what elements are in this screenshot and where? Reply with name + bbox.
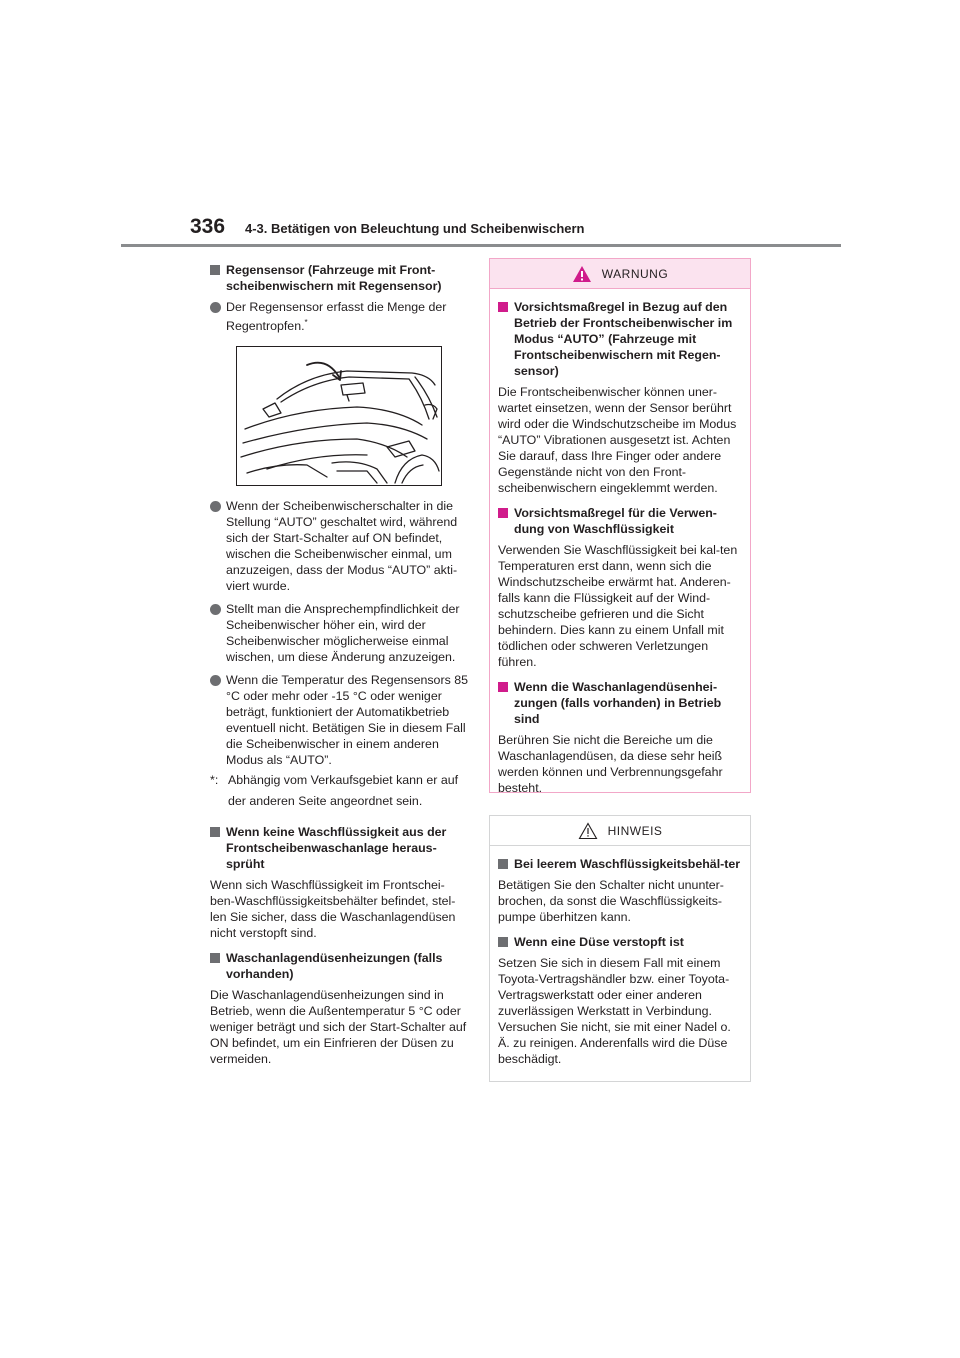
left-column <box>210 262 468 1076</box>
warning-heading: Vorsichtsmaßregel in Bezug auf den Betrieb der Frontscheibenwischer im Modus “AUTO” (Fahrzeuge mit Frontscheibenwischern mit Regen-sensor) <box>498 299 742 379</box>
note-header <box>490 816 750 846</box>
square-bullet-icon <box>210 265 220 275</box>
square-bullet-icon <box>498 682 508 692</box>
square-bullet-icon <box>210 827 220 837</box>
warning-text: Verwenden Sie Waschflüssigkeit bei kal-ten Temperaturen erst dann, wenn sich die Windschutzscheibe erwärmt hat. Anderen-falls kann die Flüssigkeit auf der Wind-schutzscheibe gefrieren und die Sicht behindern. Dies kann zu einem Unfall mit tödlichen oder schweren Verletzungen führen. <box>498 543 738 669</box>
warning-text: Die Frontscheibenwischer können uner-wartet einsetzen, wenn der Sensor berührt wird oder die Windschutzscheibe im Modus “AUTO” Vibrationen ausgesetzt ist. Achten Sie darauf, dass Ihre Finger oder andere Gegenstände nicht von den Front-scheibenwischern eingeklemmt werden. <box>498 385 737 495</box>
note-text: Betätigen Sie den Schalter nicht ununter-brochen, da sonst die Waschflüssigkeits-pumpe überhitzen kann. <box>498 878 724 924</box>
list-item: Wenn die Temperatur des Regensensors 85 °C oder mehr oder -15 °C oder weniger beträgt, funktioniert der Automatikbetrieb eventuell nicht. Betätigen Sie in diesem Fall die Scheibenwischer in einem anderen Modus als “AUTO”. <box>210 672 468 768</box>
caution-triangle-icon <box>578 822 598 840</box>
warning-header <box>490 259 750 289</box>
windshield-rain-sensor-illustration <box>236 346 442 486</box>
note-box <box>489 815 751 1082</box>
warning-heading: Wenn die Waschanlagendüsenhei-zungen (falls vorhanden) in Betrieb sind <box>498 679 742 727</box>
circle-bullet-icon <box>210 675 221 686</box>
section-title: 4-3. Betätigen von Beleuchtung und Scheibenwischern <box>245 221 585 236</box>
header-rule <box>121 244 841 247</box>
right-column <box>489 258 751 1082</box>
footnote: *: Abhängig vom Verkaufsgebiet kann er auf der anderen Seite angeordnet sein. <box>210 773 459 809</box>
no-fluid-text: Wenn sich Waschflüssigkeit im Frontschei-ben-Waschflüssigkeitsbehälter befindet, stel-len Sie sicher, dass die Waschanlagendüsen nicht verstopft sind. <box>210 878 456 941</box>
rain-sensor-heading: Regensensor (Fahrzeuge mit Front-scheibenwischern mit Regensensor) <box>210 262 468 294</box>
note-heading: Bei leerem Waschflüssigkeitsbehäl-ter <box>498 856 742 872</box>
circle-bullet-icon <box>210 302 221 313</box>
circle-bullet-icon <box>210 604 221 615</box>
list-item: Wenn der Scheibenwischerschalter in die Stellung “AUTO” geschaltet wird, während sich der Start-Schalter auf ON befindet, wischen die Scheibenwischer einmal, um anzuzeigen, dass der Modus “AUTO” akti-viert wurde. <box>210 498 468 594</box>
car-front-illustration <box>237 347 441 485</box>
square-bullet-icon <box>498 859 508 869</box>
note-heading: Wenn eine Düse verstopft ist <box>498 934 742 950</box>
note-title: HINWEIS <box>607 823 663 838</box>
warning-heading: Vorsichtsmaßregel für die Verwen-dung von Waschflüssigkeit <box>498 505 742 537</box>
circle-bullet-icon <box>210 501 221 512</box>
warning-text: Berühren Sie nicht die Bereiche um die Waschanlagendüsen, da diese sehr heiß werden können und Verbrennungsgefahr besteht. <box>498 733 723 795</box>
heaters-text: Die Waschanlagendüsenheizungen sind in Betrieb, wenn die Außentemperatur 5 °C oder weniger beträgt und sich der Start-Schalter auf ON befindet, um ein Einfrieren der Düsen zu vermeiden. <box>210 988 467 1067</box>
square-bullet-icon <box>498 937 508 947</box>
note-text: Setzen Sie sich in diesem Fall mit einem Toyota-Vertragshändler bzw. einer Toyota-Vertragswerkstatt oder einer anderen zuverlässigen Werkstatt in Verbindung. Versuchen Sie nicht, sie mit einer Nadel o. Ä. zu reinigen. Anderenfalls wird die Düse beschädigt. <box>498 956 731 1066</box>
list-item: Stellt man die Ansprechempfindlichkeit der Scheibenwischer höher ein, wird der Scheibenwischer möglicherweise einmal wischen, um diese Änderung anzuzeigen. <box>210 601 468 665</box>
page-number: 336 <box>190 215 226 238</box>
square-bullet-icon <box>498 302 508 312</box>
list-item: Der Regensensor erfasst die Menge der Regentropfen.* <box>210 299 468 334</box>
warning-title: WARNUNG <box>601 266 669 281</box>
square-bullet-icon <box>498 508 508 518</box>
no-fluid-heading: Wenn keine Waschflüssigkeit aus der Frontscheibenwaschanlage heraus-sprüht <box>210 824 468 872</box>
warning-box <box>489 258 751 793</box>
warning-triangle-icon <box>572 265 592 283</box>
heaters-heading: Waschanlagendüsenheizungen (falls vorhanden) <box>210 950 468 982</box>
square-bullet-icon <box>210 953 220 963</box>
